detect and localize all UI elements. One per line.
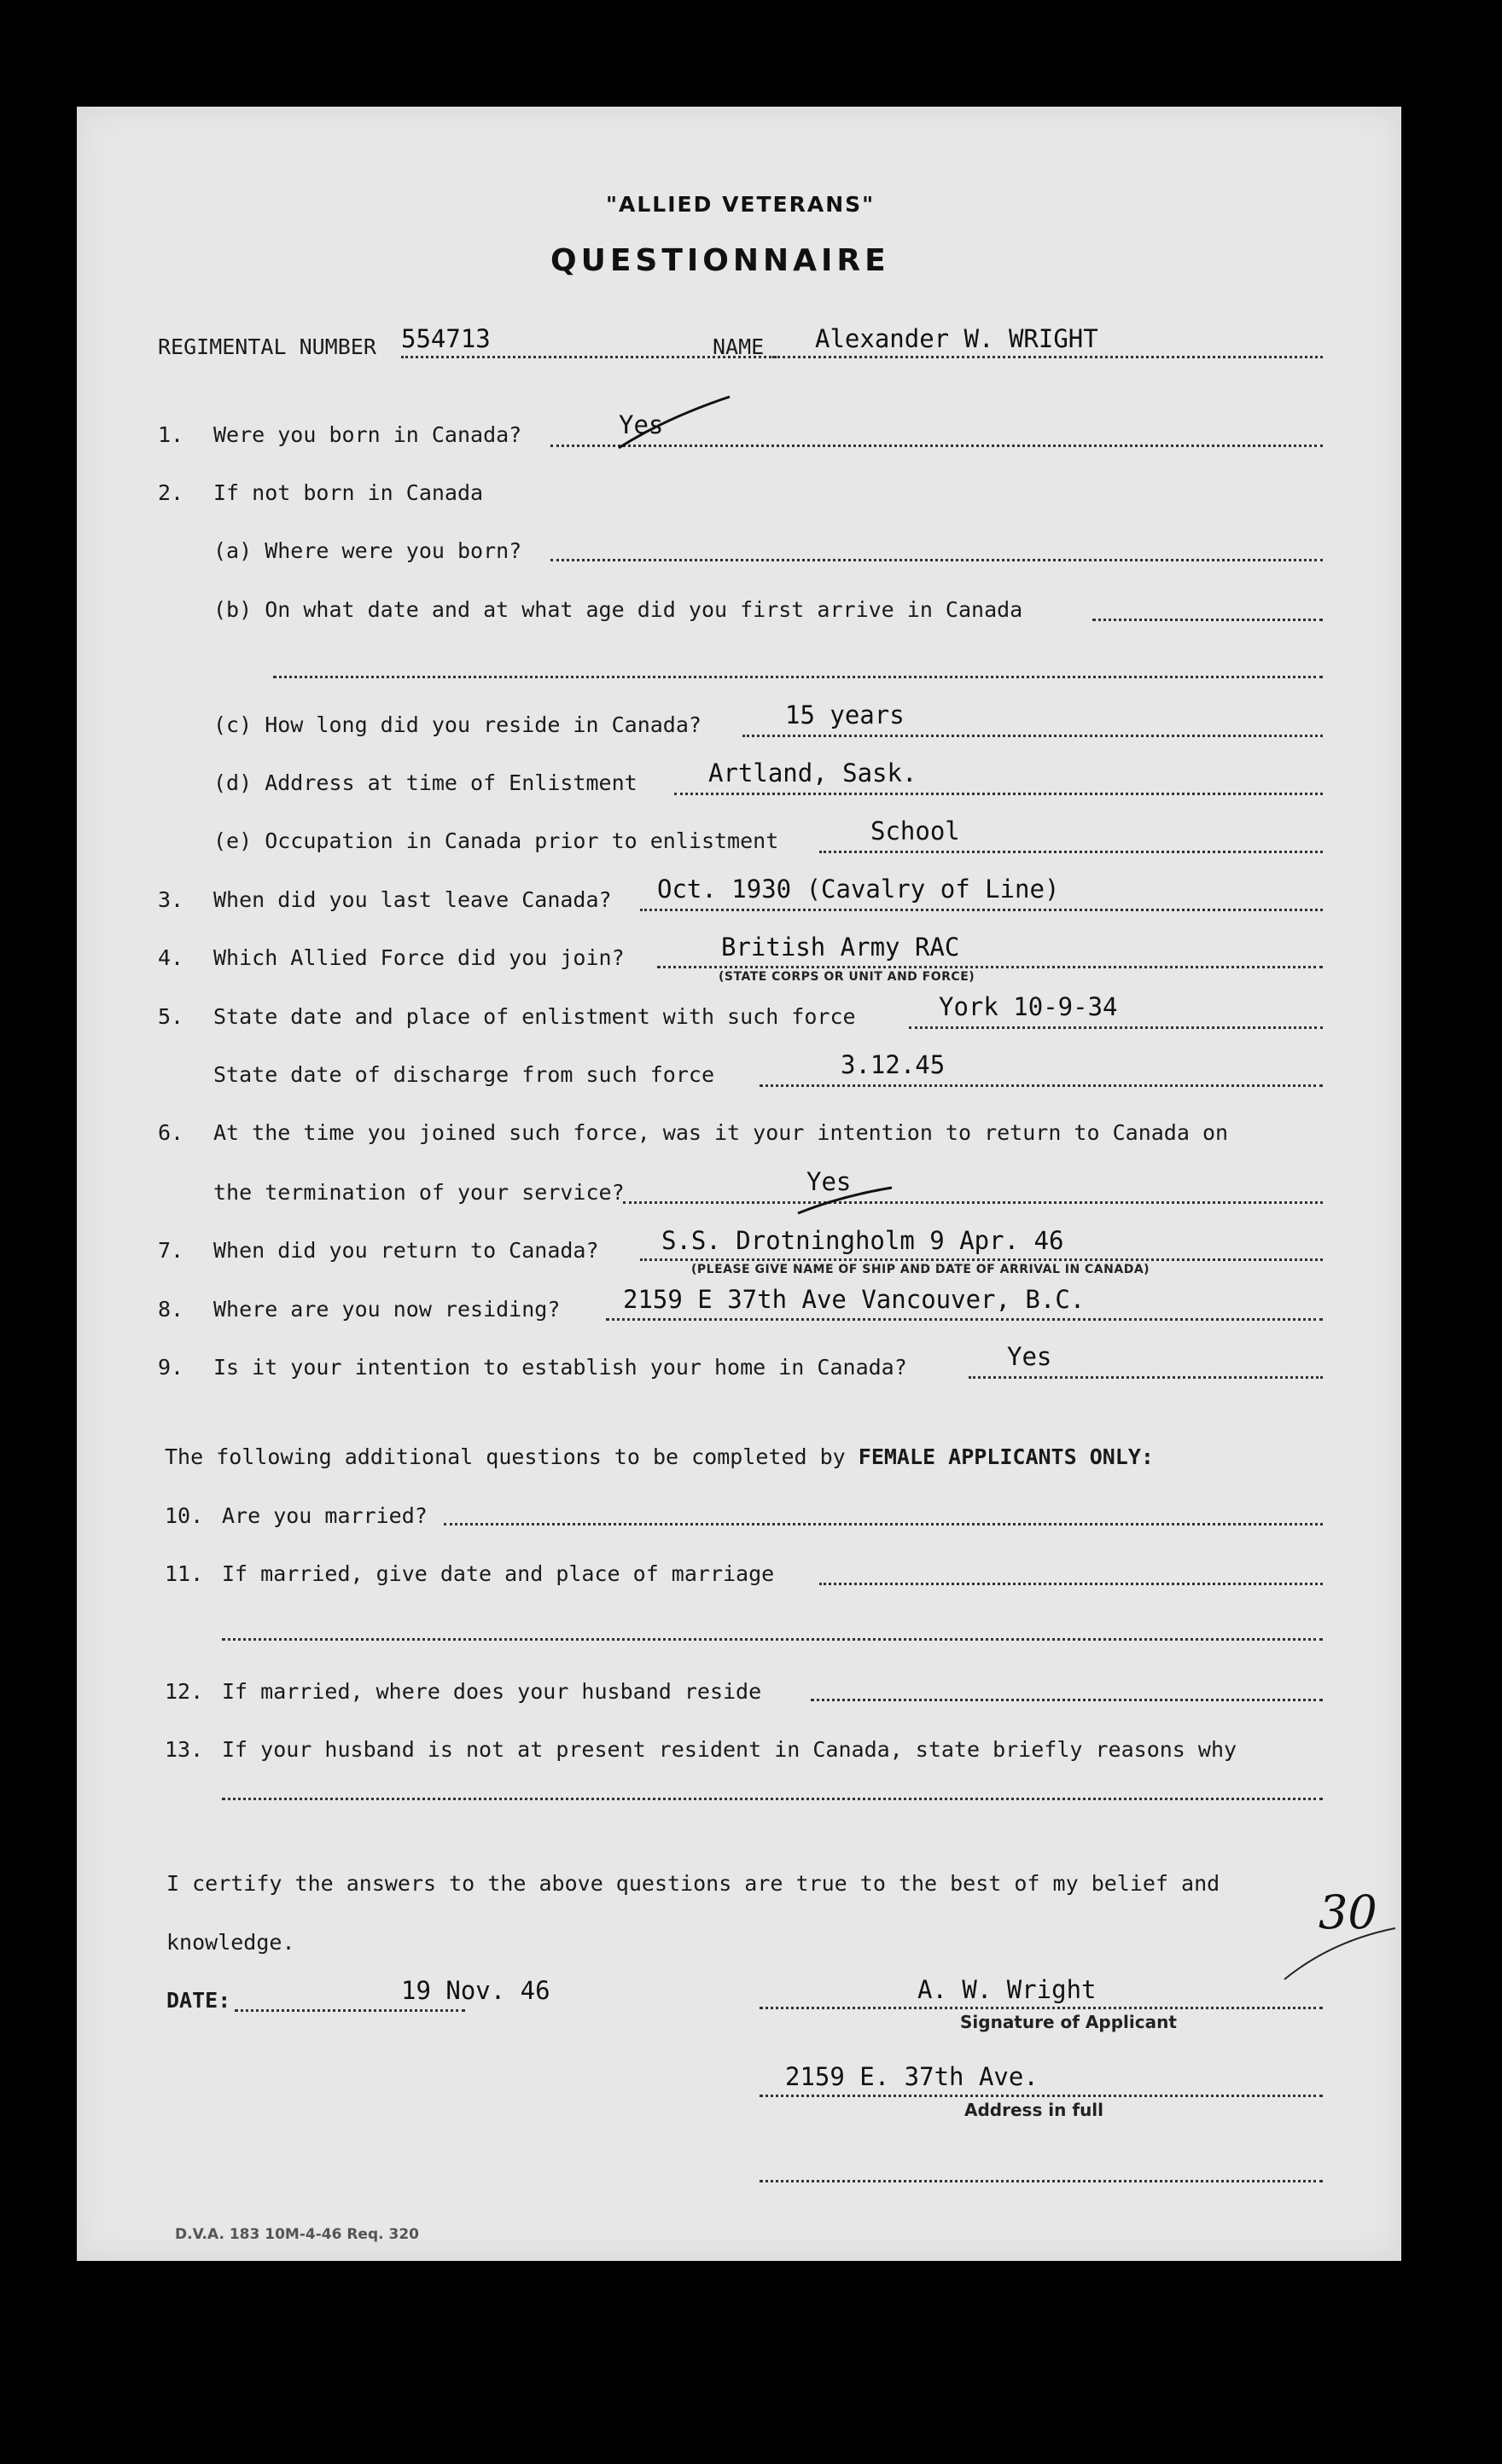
q2e-text: (e) Occupation in Canada prior to enlistment — [213, 828, 779, 853]
q11-number: 11. — [165, 1561, 204, 1586]
q8-number: 8. — [158, 1297, 184, 1322]
q10-line — [444, 1523, 1323, 1525]
signature-line — [760, 2007, 1323, 2009]
q4-line — [657, 966, 1323, 968]
q8-text: Where are you now residing? — [213, 1297, 561, 1322]
q13-text: If your husband is not at present resident in Canada, state briefly reasons why — [222, 1737, 1237, 1762]
q11-text: If married, give date and place of marriage — [222, 1561, 775, 1586]
q8-answer: 2159 E 37th Ave Vancouver, B.C. — [623, 1285, 1086, 1314]
certification-line-1: I certify the answers to the above questions are true to the best of my belief and — [166, 1871, 1220, 1896]
q6-text-cont: the termination of your service? — [213, 1180, 625, 1205]
page-number-handwritten: 30 — [1319, 1886, 1377, 1939]
tick-mark-icon — [614, 392, 734, 452]
q3-text: When did you last leave Canada? — [213, 887, 612, 912]
q2c-answer: 15 years — [785, 700, 905, 729]
name-line — [772, 356, 1323, 358]
q5-number: 5. — [158, 1004, 184, 1029]
q9-number: 9. — [158, 1355, 184, 1380]
q2c-line — [742, 735, 1323, 737]
q5b-line — [760, 1084, 1323, 1087]
q2d-line — [674, 793, 1323, 795]
q5b-text: State date of discharge from such force — [213, 1062, 714, 1087]
female-intro-text: The following additional questions to be completed by — [165, 1444, 859, 1469]
address-label: Address in full — [964, 2100, 1104, 2120]
form-title: QUESTIONNAIRE — [550, 243, 890, 278]
questionnaire-form — [77, 107, 1401, 2261]
q4-number: 4. — [158, 945, 184, 970]
q10-number: 10. — [165, 1503, 204, 1528]
q2b-text: (b) On what date and at what age did you first arrive in Canada — [213, 597, 1023, 622]
date-label: DATE: — [166, 1988, 231, 2013]
q4-text: Which Allied Force did you join? — [213, 945, 625, 970]
q7-number: 7. — [158, 1238, 184, 1263]
q4-answer: British Army RAC — [721, 933, 960, 962]
q2e-line — [819, 851, 1323, 853]
q2e-answer: School — [870, 816, 960, 846]
regimental-number-value: 554713 — [401, 324, 491, 353]
name-value: Alexander W. WRIGHT — [815, 324, 1098, 353]
q12-text: If married, where does your husband reside — [222, 1679, 762, 1704]
org-heading: "ALLIED VETERANS" — [606, 192, 876, 217]
q2-text: If not born in Canada — [213, 480, 484, 505]
tick-mark-icon — [794, 1183, 896, 1217]
q12-line — [811, 1699, 1323, 1701]
q13-number: 13. — [165, 1737, 204, 1762]
signature-label: Signature of Applicant — [960, 2012, 1177, 2032]
q7-line — [640, 1258, 1323, 1261]
q2b-line-1 — [1092, 619, 1323, 621]
q1-text: Were you born in Canada? — [213, 422, 522, 447]
q9-text: Is it your intention to establish your home in Canada? — [213, 1355, 907, 1380]
q2a-line — [550, 559, 1323, 561]
certification-line-2: knowledge. — [166, 1930, 295, 1955]
q6-text: At the time you joined such force, was it your intention to return to Canada on — [213, 1120, 1229, 1145]
q9-line — [969, 1376, 1323, 1379]
q2c-text: (c) How long did you reside in Canada? — [213, 712, 702, 737]
q1-number: 1. — [158, 422, 184, 447]
q11-line-1 — [819, 1583, 1323, 1585]
signature-value: A. W. Wright — [917, 1975, 1097, 2004]
address-line — [760, 2095, 1323, 2097]
q4-note: (STATE CORPS OR UNIT AND FORCE) — [719, 970, 975, 984]
q5b-answer: 3.12.45 — [841, 1050, 946, 1079]
q3-answer: Oct. 1930 (Cavalry of Line) — [657, 875, 1060, 904]
q5-line — [909, 1026, 1323, 1029]
q7-text: When did you return to Canada? — [213, 1238, 599, 1263]
q1-answer: Yes — [619, 410, 664, 439]
q7-note: (PLEASE GIVE NAME OF SHIP AND DATE OF ARRIVAL IN CANADA) — [691, 1263, 1150, 1276]
q3-number: 3. — [158, 887, 184, 912]
q10-text: Are you married? — [222, 1503, 428, 1528]
q3-line — [640, 909, 1323, 911]
form-code: D.V.A. 183 10M-4-46 Req. 320 — [175, 2226, 419, 2243]
female-section-intro — [165, 1444, 1154, 1469]
q2d-text: (d) Address at time of Enlistment — [213, 770, 637, 795]
address-value: 2159 E. 37th Ave. — [785, 2062, 1039, 2091]
q8-line — [606, 1318, 1323, 1321]
q9-answer: Yes — [1007, 1342, 1052, 1371]
q2-number: 2. — [158, 480, 184, 505]
q2b-line-2 — [273, 676, 1323, 678]
q2a-text: (a) Where were you born? — [213, 538, 522, 563]
date-line — [235, 2009, 465, 2012]
q7-answer: S.S. Drotningholm 9 Apr. 46 — [661, 1226, 1064, 1255]
name-label: NAME — [713, 334, 765, 359]
pen-stroke-icon — [1280, 1924, 1400, 1984]
q11-line-2 — [222, 1638, 1323, 1641]
female-intro-bold: FEMALE APPLICANTS ONLY: — [858, 1444, 1154, 1469]
q6-number: 6. — [158, 1120, 184, 1145]
address-line-2 — [760, 2180, 1323, 2182]
regimental-number-label: REGIMENTAL NUMBER — [158, 334, 376, 359]
q5-answer: York 10-9-34 — [939, 992, 1118, 1021]
q6-line — [623, 1201, 1323, 1204]
date-value: 19 Nov. 46 — [401, 1976, 550, 2005]
q13-line — [222, 1798, 1323, 1800]
q5-text: State date and place of enlistment with such force — [213, 1004, 856, 1029]
q6-answer: Yes — [806, 1167, 852, 1196]
q12-number: 12. — [165, 1679, 204, 1704]
q2d-answer: Artland, Sask. — [708, 758, 917, 787]
